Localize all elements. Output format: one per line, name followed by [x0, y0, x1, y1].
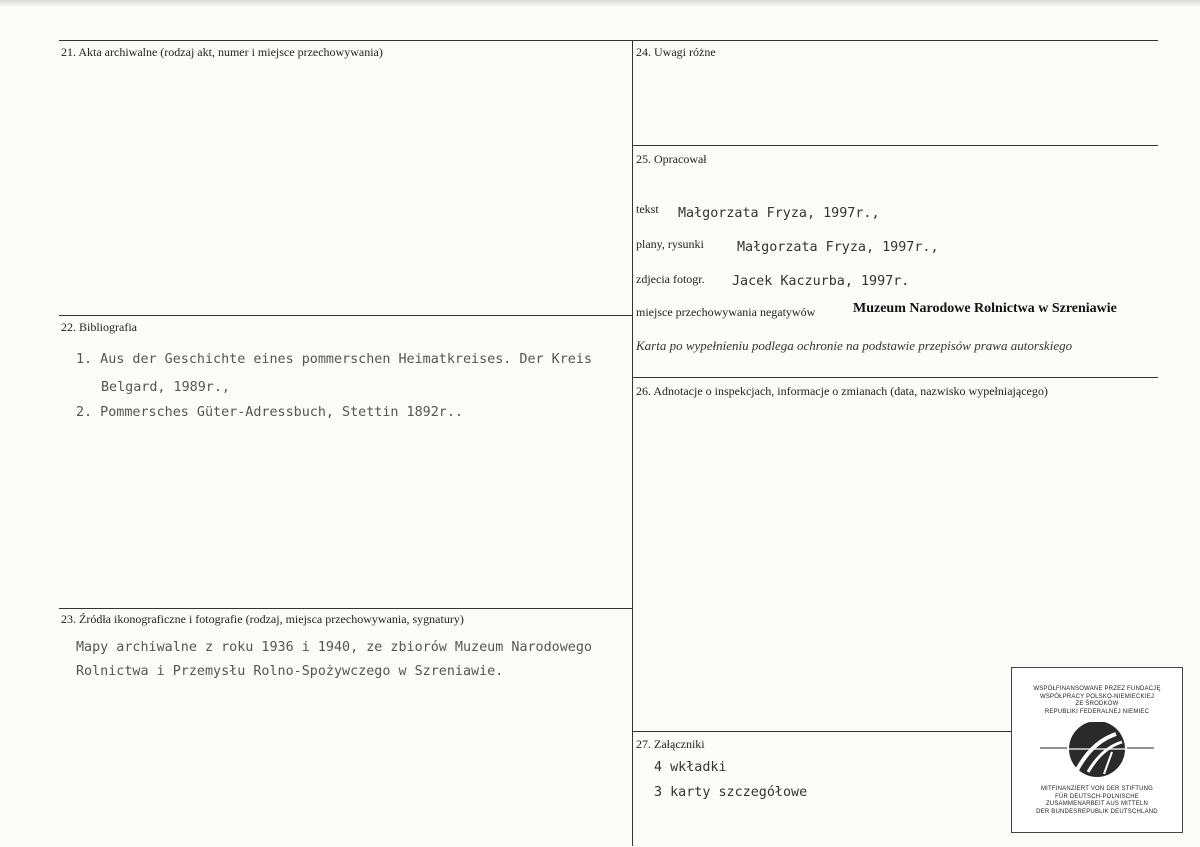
- scan-top-edge: [0, 0, 1200, 6]
- section-24-label: 24. Uwagi różne: [636, 45, 716, 59]
- top-border-line: [59, 40, 1158, 41]
- divider-25-26: [633, 377, 1158, 378]
- plany-label: plany, rysunki: [636, 237, 704, 251]
- section-26-label: 26. Adnotacje o inspekcjach, informacje o zmianach (data, nazwisko wypełniającego): [636, 384, 1048, 398]
- tekst-value: Małgorzata Fryza, 1997r.,: [678, 206, 880, 221]
- logo-text-polish: WSPÓŁFINANSOWANE PRZEZ FUNDACJĘ WSPÓŁPRACY POLSKO-NIEMIECKIEJ ZE ŚRODKÓW REPUBLIKI FEDERALNEJ NIEMIEC: [1033, 686, 1161, 715]
- foundation-emblem-icon: [1012, 722, 1182, 782]
- divider-24-25: [633, 145, 1158, 146]
- center-divider: [632, 40, 633, 846]
- section-25-label: 25. Opracował: [636, 152, 707, 166]
- foundation-logo-box: [1011, 667, 1183, 833]
- section-23-label: 23. Źródła ikonograficzne i fotografie (rodzaj, miejsca przechowywania, sygnatury): [61, 612, 464, 626]
- divider-26-27: [633, 731, 1011, 732]
- negatywy-label: miejsce przechowywania negatywów: [636, 305, 816, 319]
- sources-line-1: Mapy archiwalne z roku 1936 i 1940, ze zbiorów Muzeum Narodowego: [76, 640, 592, 655]
- attachment-1: 4 wkładki: [654, 760, 727, 775]
- section-22-label: 22. Bibliografia: [61, 320, 137, 334]
- bibliography-item-2: 2. Pommersches Güter-Adressbuch, Stettin 1892r..: [76, 405, 463, 420]
- divider-22-23: [59, 608, 632, 609]
- zdjecia-value: Jacek Kaczurba, 1997r.: [732, 274, 910, 289]
- bibliography-item-1-cont: Belgard, 1989r.,: [101, 380, 230, 395]
- section-27-label: 27. Załączniki: [636, 737, 705, 751]
- negatywy-value: Muzeum Narodowe Rolnictwa w Szreniawie: [853, 301, 1117, 316]
- attachment-2: 3 karty szczegółowe: [654, 785, 808, 800]
- sources-line-2: Rolnictwa i Przemysłu Rolno-Spożywczego w Szreniawie.: [76, 664, 504, 679]
- logo-text-german: MITFINANZIERT VON DER STIFTUNG FÜR DEUTSCH-POLNISCHE ZUSAMMENARBEIT AUS MITTELN DER BUNDESREPUBLIK DEUTSCHLAND: [1036, 786, 1158, 815]
- bibliography-item-1: 1. Aus der Geschichte eines pommerschen Heimatkreises. Der Kreis: [76, 352, 592, 367]
- zdjecia-label: zdjecia fotogr.: [636, 272, 705, 286]
- tekst-label: tekst: [636, 202, 659, 216]
- section-21-label: 21. Akta archiwalne (rodzaj akt, numer i miejsce przechowywania): [61, 45, 383, 59]
- divider-21-22: [59, 315, 632, 316]
- copyright-note: Karta po wypełnieniu podlega ochronie na podstawie przepisów prawa autorskiego: [636, 338, 1073, 353]
- plany-value: Małgorzata Fryza, 1997r.,: [737, 240, 939, 255]
